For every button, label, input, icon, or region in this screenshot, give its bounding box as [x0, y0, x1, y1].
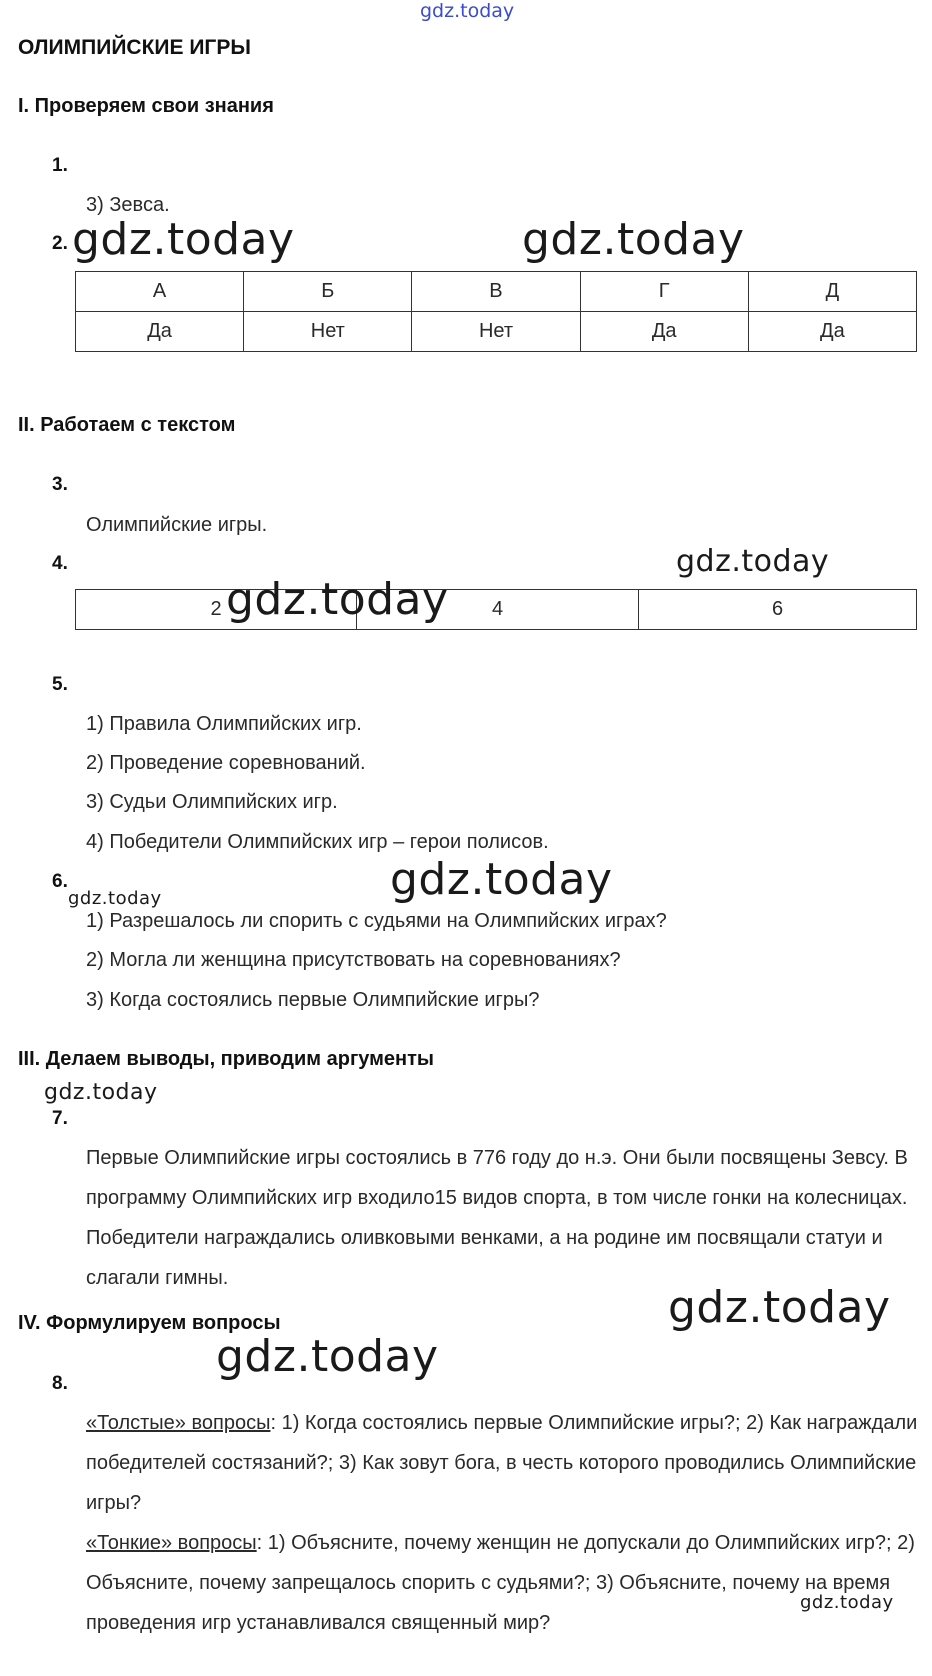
watermark: gdz.today [72, 214, 295, 265]
table-cell: Да [748, 312, 916, 352]
watermark: gdz.today [68, 888, 162, 909]
table-cell: Да [580, 312, 748, 352]
list-item: 2) Проведение соревнований. [86, 752, 366, 774]
table-header-cell: А [76, 272, 244, 312]
table-cell: Нет [244, 312, 412, 352]
watermark: gdz.today [668, 1282, 891, 1333]
watermark: gdz.today [390, 854, 613, 905]
watermark: gdz.today [216, 1331, 439, 1382]
task-number-5: 5. [52, 674, 68, 695]
section-heading-4: IV. Формулируем вопросы [18, 1312, 281, 1334]
table-header-cell: Г [580, 272, 748, 312]
list-item: 1) Разрешалось ли спорить с судьями на Олимпийских играх? [86, 910, 667, 932]
top-watermark: gdz.today [420, 0, 515, 22]
task-4-table [75, 589, 917, 630]
section-heading-1: I. Проверяем свои знания [18, 95, 274, 117]
section-heading-3: III. Делаем выводы, приводим аргументы [18, 1048, 435, 1070]
thin-questions-label: «Тонкие» вопросы [86, 1532, 257, 1554]
task-2-table [75, 271, 917, 352]
thick-questions-label: «Толстые» вопросы [86, 1412, 271, 1434]
list-item: 3) Когда состоялись первые Олимпийские игры? [86, 989, 540, 1011]
table-cell: Да [76, 312, 244, 352]
thin-questions-text: : 1) Объясните, почему женщин не допускали до Олимпийских игр?; 2) Объясните, почему запрещалось спорить с судьями?; 3) Объясните, почему на время проведения игр устанавливался священный мир? [86, 1532, 915, 1634]
task-8-answer [86, 1403, 921, 1643]
watermark: gdz.today [522, 214, 745, 265]
table-header-cell: Д [748, 272, 916, 312]
list-item: 3) Судьи Олимпийских игр. [86, 791, 338, 813]
watermark: gdz.today [226, 574, 449, 625]
watermark: gdz.today [44, 1080, 158, 1105]
task-number-8: 8. [52, 1373, 68, 1394]
table-header-cell: Б [244, 272, 412, 312]
list-item: 1) Правила Олимпийских игр. [86, 713, 362, 735]
task-number-7: 7. [52, 1108, 68, 1129]
list-item: 2) Могла ли женщина присутствовать на соревнованиях? [86, 949, 621, 971]
task-7-answer: Первые Олимпийские игры состоялись в 776 году до н.э. Они были посвящены Зевсу. В программу Олимпийских игр входило15 видов спорта, в том числе гонки на колесницах. Победители награждались оливковыми венками, а на родине им посвящали статуи и слагали гимны. [86, 1147, 908, 1289]
task-number-4: 4. [52, 553, 68, 574]
watermark: gdz.today [800, 1592, 894, 1613]
task-number-2: 2. [52, 233, 68, 254]
task-number-3: 3. [52, 474, 68, 495]
table-header-cell: В [412, 272, 580, 312]
page-title: ОЛИМПИЙСКИЕ ИГРЫ [18, 36, 251, 59]
task-1-answer: 3) Зевса. [86, 194, 170, 216]
table-cell: 4 [357, 590, 639, 630]
table-cell: 6 [639, 590, 917, 630]
list-item: 4) Победители Олимпийских игр – герои полисов. [86, 831, 549, 853]
watermark: gdz.today [676, 544, 830, 579]
table-cell: 2 [76, 590, 357, 630]
thick-questions-text: : 1) Когда состоялись первые Олимпийские игры?; 2) Как награждали победителей состязаний?; 3) Как зовут бога, в честь которого проводились Олимпийские игры? [86, 1412, 918, 1514]
task-3-answer: Олимпийские игры. [86, 514, 268, 536]
task-number-1: 1. [52, 155, 68, 176]
table-cell: Нет [412, 312, 580, 352]
task-number-6: 6. [52, 871, 68, 892]
section-heading-2: II. Работаем с текстом [18, 414, 236, 436]
